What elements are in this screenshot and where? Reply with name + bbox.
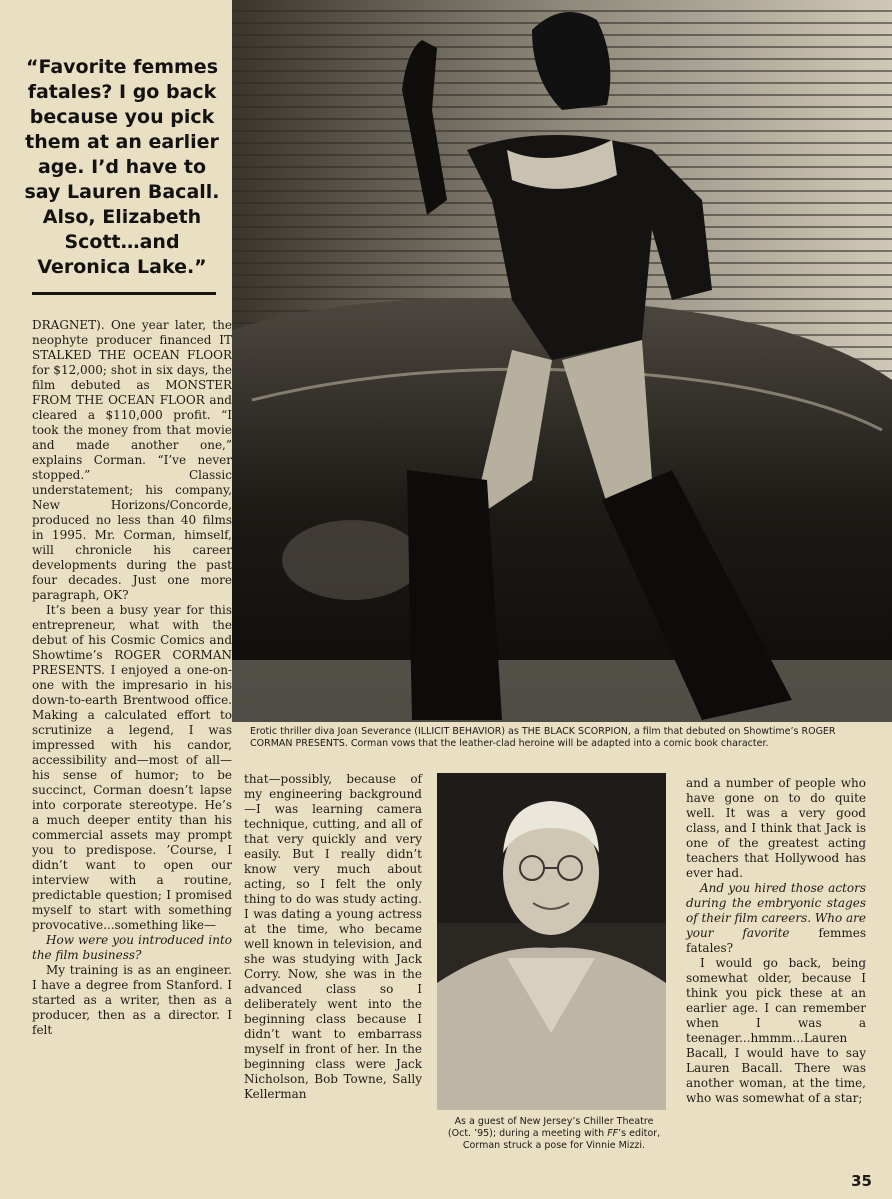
interview-question	[686, 881, 866, 956]
pull-quote-rule	[32, 292, 216, 295]
article-column-3	[686, 776, 866, 1106]
paragraph: It’s been a busy year for this entrepreneur, what with the debut of his Cosmic Comics and Showtime’s ROGER CORMAN PRESENTS. I enjoyed a one-on-one with the impresario in his down-to-earth Brentwood office. Making a calculated effort to scrutinize a legend, I was impressed with his candor, accessibility and—most of all—his sense of humor; to be succinct, Corman doesn’t lapse into corporate stereotype. He’s a much deeper entity than his commercial assets may prompt you to predispose. ’Course, I didn’t want to open our interview with a routine, predictable question; I promised myself to start with something provocative...something like—	[32, 603, 232, 932]
paragraph: DRAGNET). One year later, the neophyte producer financed IT STALKED THE OCEAN FLOOR for $12,000; shot in six days, the film debuted as MONSTER FROM THE OCEAN FLOOR and cleared a $110,000 profit. “I took the money from that movie and made another one,” explains Corman. “I’ve never stopped.” Classic understatement; his company, New Horizons/Concorde, produced no less than 40 films in 1995. Mr. Corman, himself, will chronicle his career developments during the past four decades. Just one more paragraph, OK?	[32, 318, 232, 602]
pull-quote: “Favorite femmes fatales? I go back because you pick them at an earlier age. I’d have to say Lauren Bacall. Also, Elizabeth Scott…and Veronica Lake.”	[24, 56, 220, 278]
roger-corman-portrait	[437, 773, 666, 1110]
caption-text: ’s editor, Corman struck a pose for Vinnie Mizzi.	[462, 1128, 661, 1151]
small-photo-caption	[442, 1116, 666, 1152]
interview-question: How were you introduced into the film business?	[32, 933, 232, 962]
main-photo-caption	[250, 726, 880, 750]
black-scorpion-illustration	[232, 0, 892, 722]
black-scorpion-photo	[232, 0, 892, 722]
page-number: 35	[851, 1172, 872, 1190]
article-column-1	[32, 318, 232, 1038]
question-text: And you hired those actors during the embryonic stages of their film careers. Who are your favorite	[686, 881, 866, 940]
caption-text: Erotic thriller diva Joan Severance (ILLICIT BEHAVIOR) as THE BLACK SCORPION, a film that debuted on Showtime’s ROGER CORMAN PRESENTS. Corman vows that the leather-clad heroine will be adapted into a comic book character.	[250, 726, 836, 749]
caption-text: As a guest of New Jersey’s Chiller Theatre (Oct. ’95); during a meeting with	[447, 1116, 654, 1139]
paragraph: My training is as an engineer. I have a degree from Stanford. I started as a writer, then as a producer, then as a director. I felt	[32, 963, 232, 1037]
paragraph: and a number of people who have gone on to do quite well. It was a very good class, and I think that Jack is one of the greatest acting teachers that Hollywood has ever had.	[686, 776, 866, 880]
paragraph: I would go back, being somewhat older, because I think you pick these at an earlier age. I can remember when I was a teenager...hmmm...Lauren Bacall, I would have to say Lauren Bacall. There was another woman, at the time, who was somewhat of a star;	[686, 956, 866, 1105]
roger-corman-photo	[437, 773, 666, 1110]
magazine-abbrev: FF	[607, 1128, 619, 1139]
paragraph: that—possibly, because of my engineering background—I was learning camera technique, cutting, and all of that very quickly and very easily. But I really didn’t know very much about acting, so I felt the only thing to do was study acting. I was dating a young actress at the time, who became well known in television, and she was studying with Jack Corry. Now, she was in the advanced class so I deliberately went into the beginning class because I didn’t want to embarrass myself in front of her. In the beginning class were Jack Nicholson, Bob Towne, Sally Kellerman	[244, 772, 422, 1101]
question-roman-text: femmes fatales?	[686, 926, 866, 955]
article-column-2	[244, 772, 422, 1102]
